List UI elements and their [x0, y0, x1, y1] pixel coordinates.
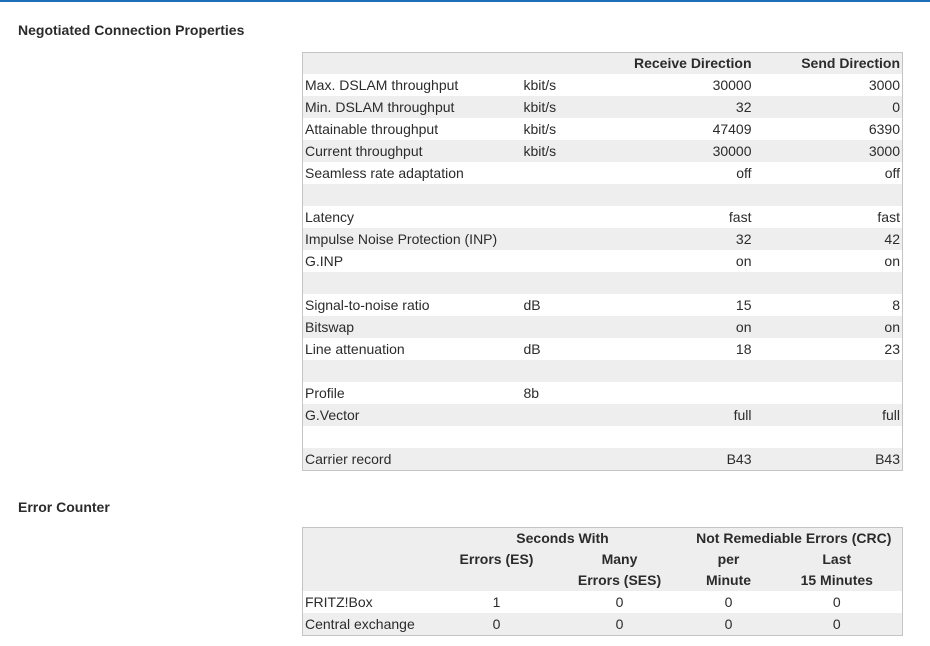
error-per-minute-value: 0 [686, 591, 772, 613]
row-label: Bitswap [303, 316, 522, 338]
error-subheader-empty-3 [440, 570, 554, 591]
error-subheader-empty-2 [303, 570, 440, 591]
row-send-value: 8 [754, 294, 903, 316]
row-send-value: 0 [754, 96, 903, 118]
error-ses-value: 0 [554, 591, 686, 613]
row-unit [522, 162, 602, 184]
row-label: Max. DSLAM throughput [303, 74, 522, 96]
table-row [303, 118, 903, 140]
row-receive-value: on [602, 316, 754, 338]
header-last-15-line2: 15 Minutes [772, 570, 903, 591]
row-send-value [754, 184, 903, 206]
row-label: Current throughput [303, 140, 522, 162]
table-row [303, 338, 903, 360]
row-unit: dB [522, 338, 602, 360]
row-send-value: off [754, 162, 903, 184]
header-seconds-with: Seconds With [440, 528, 686, 550]
header-per-minute-line2: Minute [686, 570, 772, 591]
row-unit: kbit/s [522, 96, 602, 118]
top-accent-bar [0, 0, 930, 2]
row-receive-value [602, 382, 754, 404]
row-receive-value: on [602, 250, 754, 272]
row-send-value [754, 382, 903, 404]
row-send-value [754, 272, 903, 294]
row-send-value: on [754, 316, 903, 338]
table-row [303, 206, 903, 228]
table-row [303, 360, 903, 382]
error-subheader-empty [303, 549, 440, 570]
header-receive-direction: Receive Direction [602, 53, 754, 75]
row-unit [522, 272, 602, 294]
row-label: Latency [303, 206, 522, 228]
header-unit-empty [522, 53, 602, 75]
row-send-value: 3000 [754, 140, 903, 162]
error-header-empty [303, 528, 440, 550]
row-receive-value: 32 [602, 96, 754, 118]
error-es-value: 1 [440, 591, 554, 613]
error-ses-value: 0 [554, 613, 686, 636]
row-send-value: 3000 [754, 74, 903, 96]
row-send-value: 6390 [754, 118, 903, 140]
row-label: Line attenuation [303, 338, 522, 360]
error-group-header-row [303, 528, 903, 550]
header-label-empty [303, 53, 522, 75]
row-unit: dB [522, 294, 602, 316]
table-row [303, 382, 903, 404]
row-receive-value: 32 [602, 228, 754, 250]
table-row [303, 316, 903, 338]
row-receive-value [602, 360, 754, 382]
row-label: Carrier record [303, 448, 522, 471]
error-last-15-value: 0 [772, 613, 903, 636]
error-counter-title: Error Counter [18, 499, 110, 515]
table-row [303, 591, 903, 613]
row-unit: kbit/s [522, 140, 602, 162]
table-row [303, 184, 903, 206]
row-label: G.Vector [303, 404, 522, 426]
row-send-value [754, 360, 903, 382]
connection-properties-table [302, 52, 903, 471]
table-row [303, 448, 903, 471]
row-unit [522, 184, 602, 206]
table-row [303, 162, 903, 184]
row-unit [522, 228, 602, 250]
error-row-label: Central exchange [303, 613, 440, 636]
table-row [303, 426, 903, 448]
row-label: Impulse Noise Protection (INP) [303, 228, 522, 250]
row-receive-value: 18 [602, 338, 754, 360]
row-send-value: fast [754, 206, 903, 228]
row-unit: kbit/s [522, 74, 602, 96]
row-unit [522, 316, 602, 338]
row-receive-value: full [602, 404, 754, 426]
negotiated-properties-title: Negotiated Connection Properties [18, 22, 245, 38]
row-label [303, 360, 522, 382]
row-label: Attainable throughput [303, 118, 522, 140]
row-unit [522, 448, 602, 471]
table-row [303, 228, 903, 250]
row-send-value: 23 [754, 338, 903, 360]
error-counter-table [302, 527, 903, 636]
header-ses-line1: Many [554, 549, 686, 570]
row-label: Signal-to-noise ratio [303, 294, 522, 316]
header-errors-es: Errors (ES) [440, 549, 554, 570]
row-receive-value [602, 272, 754, 294]
row-receive-value: off [602, 162, 754, 184]
row-send-value: 42 [754, 228, 903, 250]
table-row [303, 140, 903, 162]
row-label [303, 184, 522, 206]
header-crc-errors: Not Remediable Errors (CRC) [686, 528, 903, 550]
row-label: G.INP [303, 250, 522, 272]
row-receive-value: 30000 [602, 74, 754, 96]
error-es-value: 0 [440, 613, 554, 636]
table-row [303, 404, 903, 426]
table-row [303, 74, 903, 96]
header-ses-line2: Errors (SES) [554, 570, 686, 591]
table-header-row [303, 53, 903, 75]
row-unit: 8b [522, 382, 602, 404]
row-label [303, 426, 522, 448]
error-last-15-value: 0 [772, 591, 903, 613]
row-receive-value: 47409 [602, 118, 754, 140]
header-last-15-line1: Last [772, 549, 903, 570]
table-row [303, 294, 903, 316]
row-receive-value: fast [602, 206, 754, 228]
row-unit [522, 250, 602, 272]
row-label: Seamless rate adaptation [303, 162, 522, 184]
error-per-minute-value: 0 [686, 613, 772, 636]
error-subheader-row-2 [303, 570, 903, 591]
row-send-value: full [754, 404, 903, 426]
row-receive-value [602, 426, 754, 448]
table-row [303, 613, 903, 636]
row-receive-value: 15 [602, 294, 754, 316]
table-row [303, 96, 903, 118]
table-row [303, 272, 903, 294]
error-subheader-row-1 [303, 549, 903, 570]
row-send-value [754, 426, 903, 448]
header-per-minute-line1: per [686, 549, 772, 570]
row-receive-value: 30000 [602, 140, 754, 162]
row-unit [522, 360, 602, 382]
row-label: Min. DSLAM throughput [303, 96, 522, 118]
row-send-value: B43 [754, 448, 903, 471]
row-unit: kbit/s [522, 118, 602, 140]
row-unit [522, 206, 602, 228]
table-row [303, 250, 903, 272]
row-send-value: on [754, 250, 903, 272]
header-send-direction: Send Direction [754, 53, 903, 75]
row-unit [522, 426, 602, 448]
row-unit [522, 404, 602, 426]
row-label [303, 272, 522, 294]
error-row-label: FRITZ!Box [303, 591, 440, 613]
row-receive-value [602, 184, 754, 206]
row-receive-value: B43 [602, 448, 754, 471]
row-label: Profile [303, 382, 522, 404]
